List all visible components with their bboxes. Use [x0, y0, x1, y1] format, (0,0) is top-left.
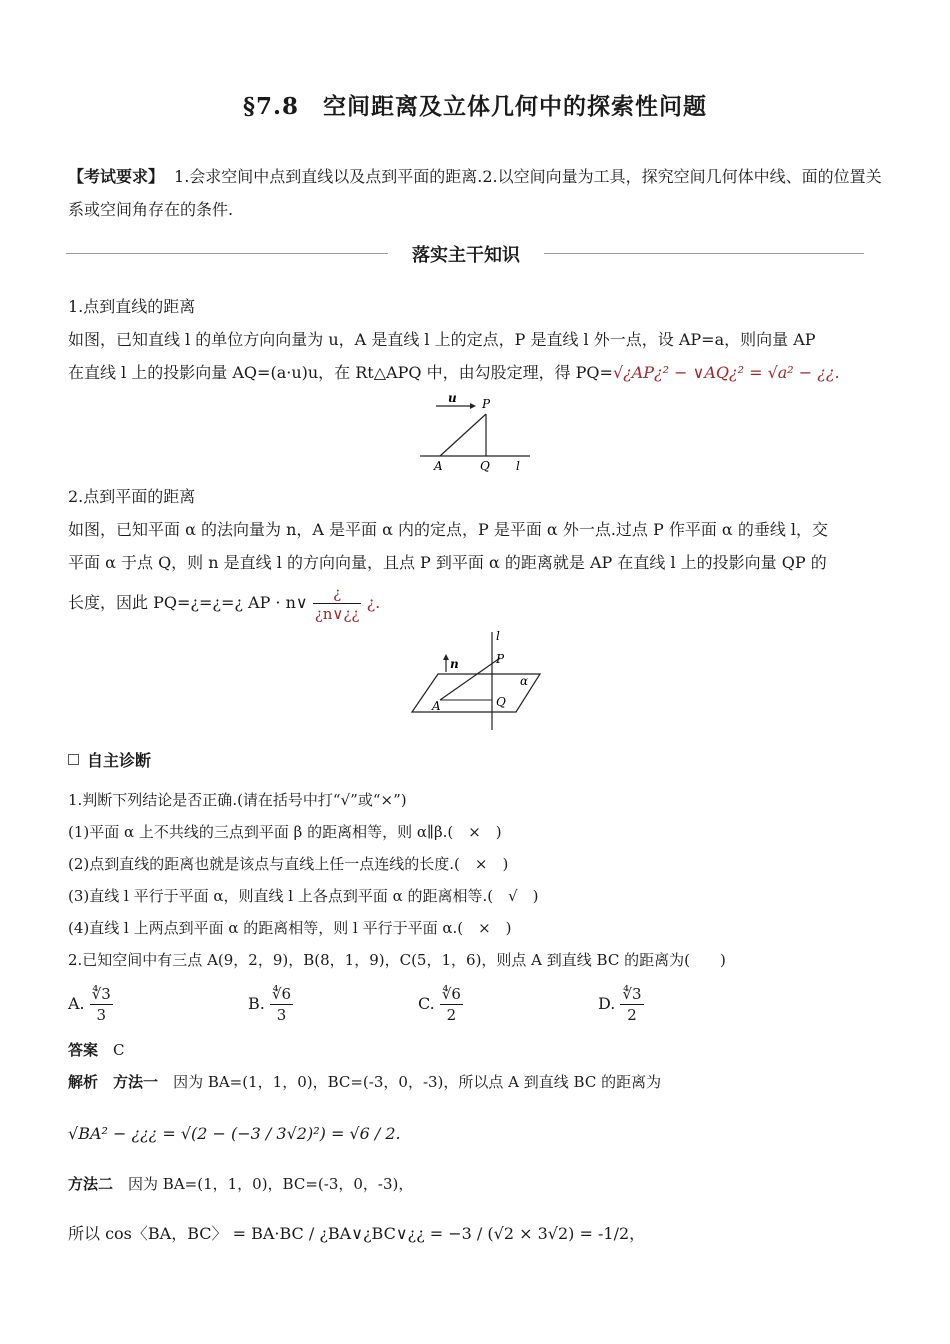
option-a-fraction: [90, 984, 113, 1025]
method1-tag: 方法一: [113, 1073, 159, 1091]
sec2-frac-den: ¿n∨¿¿: [314, 605, 360, 623]
requirements-tag: 【考试要求】: [68, 167, 165, 186]
sec2-line3-prefix: 长度，因此 PQ=¿=¿=¿ AP · n∨: [68, 593, 308, 612]
option-b-num: ∜6: [271, 985, 292, 1003]
solution-tag: 解析: [68, 1073, 99, 1091]
fig2-label-l: l: [496, 630, 500, 643]
option-b-den: 3: [276, 1006, 287, 1024]
banner-title: 落实主干知识: [412, 245, 520, 266]
requirements-text: 1.会求空间中点到直线以及点到平面的距离.2.以空间向量为工具，探究空间几何体中线、面的位置关系或空间角存在的条件.: [68, 167, 882, 219]
square-bullet-icon: [68, 754, 79, 765]
sec1-line1: 如图，已知直线 l 的单位方向向量为 u，A 是直线 l 上的定点，P 是直线 l 外一点，设 AP=a，则向量 AP: [68, 330, 816, 349]
sec2-frac-num: ¿: [313, 583, 362, 604]
method2-formula: 所以 cos〈BA，BC〉 = BA·BC / ¿BA∨¿BC∨¿¿ = −3 / (√2 × 3√2) = -1/2，: [68, 1224, 646, 1243]
option-d-den: 2: [627, 1006, 637, 1024]
method2-tag: 方法二: [68, 1175, 114, 1193]
fig1-label-u: u: [448, 394, 457, 405]
sec2-block: [68, 480, 884, 624]
option-d-num: ∜3: [622, 985, 642, 1003]
option-c-fraction: [440, 984, 463, 1025]
method2-text: 因为 BA=(1，1，0)，BC=(-3，0，-3)，: [128, 1175, 414, 1193]
answer-line: [68, 1034, 888, 1066]
option-d: [598, 984, 644, 1025]
option-b-fraction: [270, 984, 293, 1025]
self-diagnosis-heading: [68, 748, 151, 771]
banner-divider-right: [544, 253, 864, 254]
option-d-fraction: [620, 984, 643, 1025]
fig1-label-l: l: [516, 459, 520, 473]
diag-item-3: (3)直线 l 平行于平面 α，则直线 l 上各点到平面 α 的距离相等.( √ ): [68, 887, 539, 905]
fig2-label-A: A: [432, 699, 441, 713]
option-b-label: B.: [248, 994, 265, 1013]
method1-formula: √BA² − ¿¿¿ = √(2 − (−3 / 3√2)²) = √6 / 2.: [68, 1124, 401, 1143]
sec2-heading: 2.点到平面的距离: [68, 487, 196, 506]
sec1-line2: [68, 356, 884, 389]
sec1-formula: √¿AP¿² − ∨AQ¿² = √a² − ¿¿.: [612, 363, 840, 382]
diag-item-1: (1)平面 α 上不共线的三点到平面 β 的距离相等，则 α∥β.( × ): [68, 823, 502, 841]
sec1-line2-text: 在直线 l 上的投影向量 AQ=(a·u)u，在 Rt△APQ 中，由勾股定理，得 PQ=: [68, 363, 613, 382]
fig2-label-Q: Q: [496, 695, 506, 709]
method2-line: [68, 1168, 888, 1200]
option-c-num: ∜6: [441, 985, 461, 1003]
sec1-heading: 1.点到直线的距离: [68, 297, 196, 316]
self-diagnosis-label: 自主诊断: [87, 751, 152, 770]
sec2-distance-fraction: [313, 583, 362, 624]
sec2-line3-suffix: ¿.: [366, 593, 381, 612]
answer-value: C: [113, 1041, 125, 1059]
exam-requirements: [68, 160, 884, 226]
solution-line: [68, 1066, 888, 1098]
fig2-label-alpha: α: [520, 674, 529, 688]
banner-divider-left: [66, 253, 388, 254]
diag-q2: 2.已知空间中有三点 A(9，2，9)，B(8，1，9)，C(5，1，6)，则点 A 到直线 BC 的距离为( ): [68, 951, 726, 969]
option-c-den: 2: [446, 1006, 457, 1024]
method1-text: 因为 BA=(1，1，0)，BC=(-3，0，-3)，所以点 A 到直线 BC 的距离为: [173, 1073, 662, 1091]
option-a-label: A.: [68, 994, 85, 1013]
fig1-label-P: P: [482, 397, 491, 411]
sec1-block: [68, 290, 884, 389]
figure-point-plane: [408, 630, 548, 734]
sec2-line2: 平面 α 于点 Q，则 n 是直线 l 的方向向量，且点 P 到平面 α 的距离就是 AP 在直线 l 上的投影向量 QP 的: [68, 553, 827, 572]
fig2-label-n: n: [450, 657, 459, 671]
option-b: [248, 984, 293, 1025]
diag-item-4: (4)直线 l 上两点到平面 α 的距离相等，则 l 平行于平面 α.( × ): [68, 919, 512, 937]
option-c: [418, 984, 463, 1025]
option-a-num: ∜3: [91, 985, 111, 1003]
fig1-label-Q: Q: [480, 459, 490, 473]
sec2-line3: [68, 583, 884, 624]
option-d-label: D.: [598, 994, 616, 1013]
figure-point-line: [418, 394, 538, 474]
fig2-label-P: P: [496, 652, 505, 666]
option-c-label: C.: [418, 994, 435, 1013]
option-a-den: 3: [96, 1006, 107, 1024]
fig1-label-A: A: [434, 459, 443, 473]
sec2-line1: 如图，已知平面 α 的法向量为 n，A 是平面 α 内的定点，P 是平面 α 外一点.过点 P 作平面 α 的垂线 l，交: [68, 520, 829, 539]
diag-item-2: (2)点到直线的距离也就是该点与直线上任一点连线的长度.( × ): [68, 855, 509, 873]
section-banner: [66, 236, 866, 272]
option-a: [68, 984, 113, 1025]
page-title: §7.8 空间距离及立体几何中的探索性问题: [242, 93, 708, 120]
diag-q1: 1.判断下列结论是否正确.(请在括号中打“√”或“×”): [68, 791, 407, 809]
answer-tag: 答案: [68, 1041, 99, 1059]
